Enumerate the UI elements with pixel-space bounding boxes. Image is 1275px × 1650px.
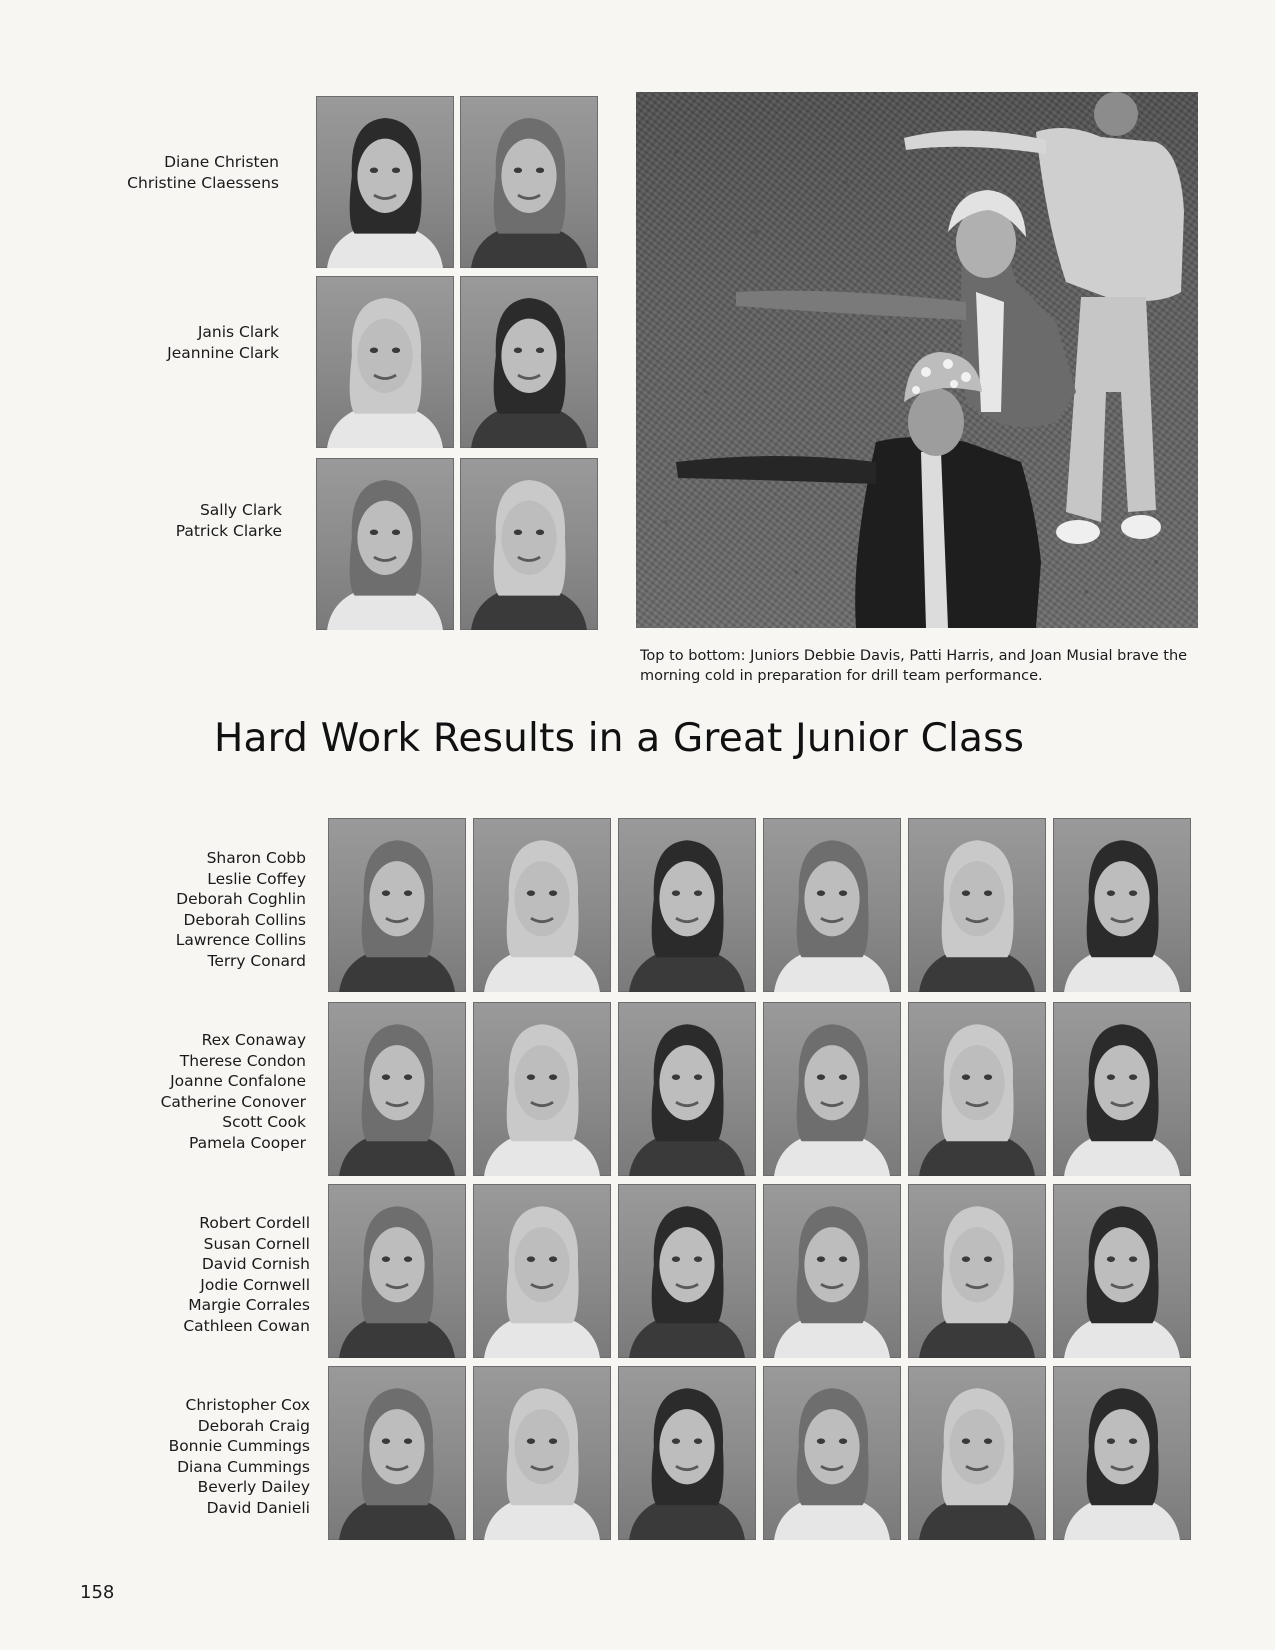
portrait-photo — [460, 458, 598, 630]
student-name: Christopher Cox — [185, 1396, 310, 1414]
portrait-photo — [618, 1002, 756, 1176]
portrait-photo — [328, 1002, 466, 1176]
portrait-photo — [473, 1002, 611, 1176]
portrait-photo — [908, 1366, 1046, 1540]
portrait-photo — [1053, 1184, 1191, 1358]
portrait-photo — [908, 1002, 1046, 1176]
student-name: Sally Clark — [199, 501, 282, 519]
portrait-photo — [316, 458, 454, 630]
student-name: Lawrence Collins — [175, 931, 306, 949]
student-name: Deborah Coghlin — [176, 890, 306, 908]
student-name: Patrick Clarke — [175, 521, 282, 540]
portrait-photo — [763, 1366, 901, 1540]
student-name: David Cornish — [201, 1255, 310, 1273]
portrait-photo — [1053, 1366, 1191, 1540]
top-row-2-names — [167, 322, 279, 363]
top-row-3-names — [176, 500, 282, 541]
student-name: Margie Corrales — [188, 1296, 310, 1314]
portrait-photo — [460, 96, 598, 268]
portrait-photo — [908, 1184, 1046, 1358]
student-name: Susan Cornell — [203, 1234, 310, 1253]
portrait-photo — [328, 1184, 466, 1358]
student-name: Janis Clark — [197, 323, 279, 341]
bottom-row-1-names — [176, 848, 306, 971]
student-name: Diana Cummings — [177, 1457, 310, 1476]
portrait-photo — [328, 1366, 466, 1540]
portrait-photo — [473, 1184, 611, 1358]
page-headline: Hard Work Results in a Great Junior Class — [214, 716, 1025, 761]
student-name: David Danieli — [206, 1498, 310, 1517]
portrait-photo — [763, 818, 901, 992]
student-name: Cathleen Cowan — [183, 1316, 310, 1335]
student-name: Jeannine Clark — [167, 343, 279, 362]
portrait-photo — [763, 1002, 901, 1176]
top-row-1-names — [127, 152, 279, 193]
student-name: Jodie Cornwell — [200, 1275, 310, 1294]
student-name: Sharon Cobb — [206, 849, 306, 867]
bottom-row-3-names — [183, 1213, 310, 1336]
student-name: Catherine Conover — [160, 1092, 306, 1111]
bottom-row-4-names — [169, 1395, 310, 1518]
portrait-photo — [473, 818, 611, 992]
portrait-photo — [473, 1366, 611, 1540]
portrait-photo — [316, 276, 454, 448]
student-name: Bonnie Cummings — [168, 1437, 310, 1455]
portrait-photo — [1053, 818, 1191, 992]
page-number: 158 — [80, 1582, 115, 1603]
student-name: Leslie Coffey — [207, 869, 306, 888]
portrait-photo — [328, 818, 466, 992]
student-name: Terry Conard — [207, 951, 306, 970]
student-name: Beverly Dailey — [197, 1478, 310, 1496]
portrait-photo — [908, 818, 1046, 992]
bottom-row-2-names — [161, 1030, 306, 1153]
student-name: Joanne Confalone — [170, 1072, 306, 1090]
student-name: Christine Claessens — [127, 173, 279, 192]
portrait-photo — [316, 96, 454, 268]
student-name: Diane Christen — [164, 153, 279, 171]
portrait-photo — [1053, 1002, 1191, 1176]
portrait-photo — [460, 276, 598, 448]
student-name: Scott Cook — [222, 1113, 306, 1131]
portrait-photo — [618, 1366, 756, 1540]
portrait-photo — [618, 818, 756, 992]
photo-caption: Top to bottom: Juniors Debbie Davis, Patti Harris, and Joan Musial brave the morning cold in preparation for drill team performance. — [640, 648, 1188, 684]
drill-team-photo — [636, 92, 1198, 628]
portrait-photo — [618, 1184, 756, 1358]
portrait-photo — [763, 1184, 901, 1358]
student-name: Rex Conaway — [201, 1031, 306, 1049]
student-name: Deborah Collins — [183, 910, 306, 929]
student-name: Pamela Cooper — [188, 1133, 306, 1152]
student-name: Robert Cordell — [199, 1214, 310, 1232]
student-name: Therese Condon — [179, 1051, 306, 1070]
student-name: Deborah Craig — [197, 1416, 310, 1435]
